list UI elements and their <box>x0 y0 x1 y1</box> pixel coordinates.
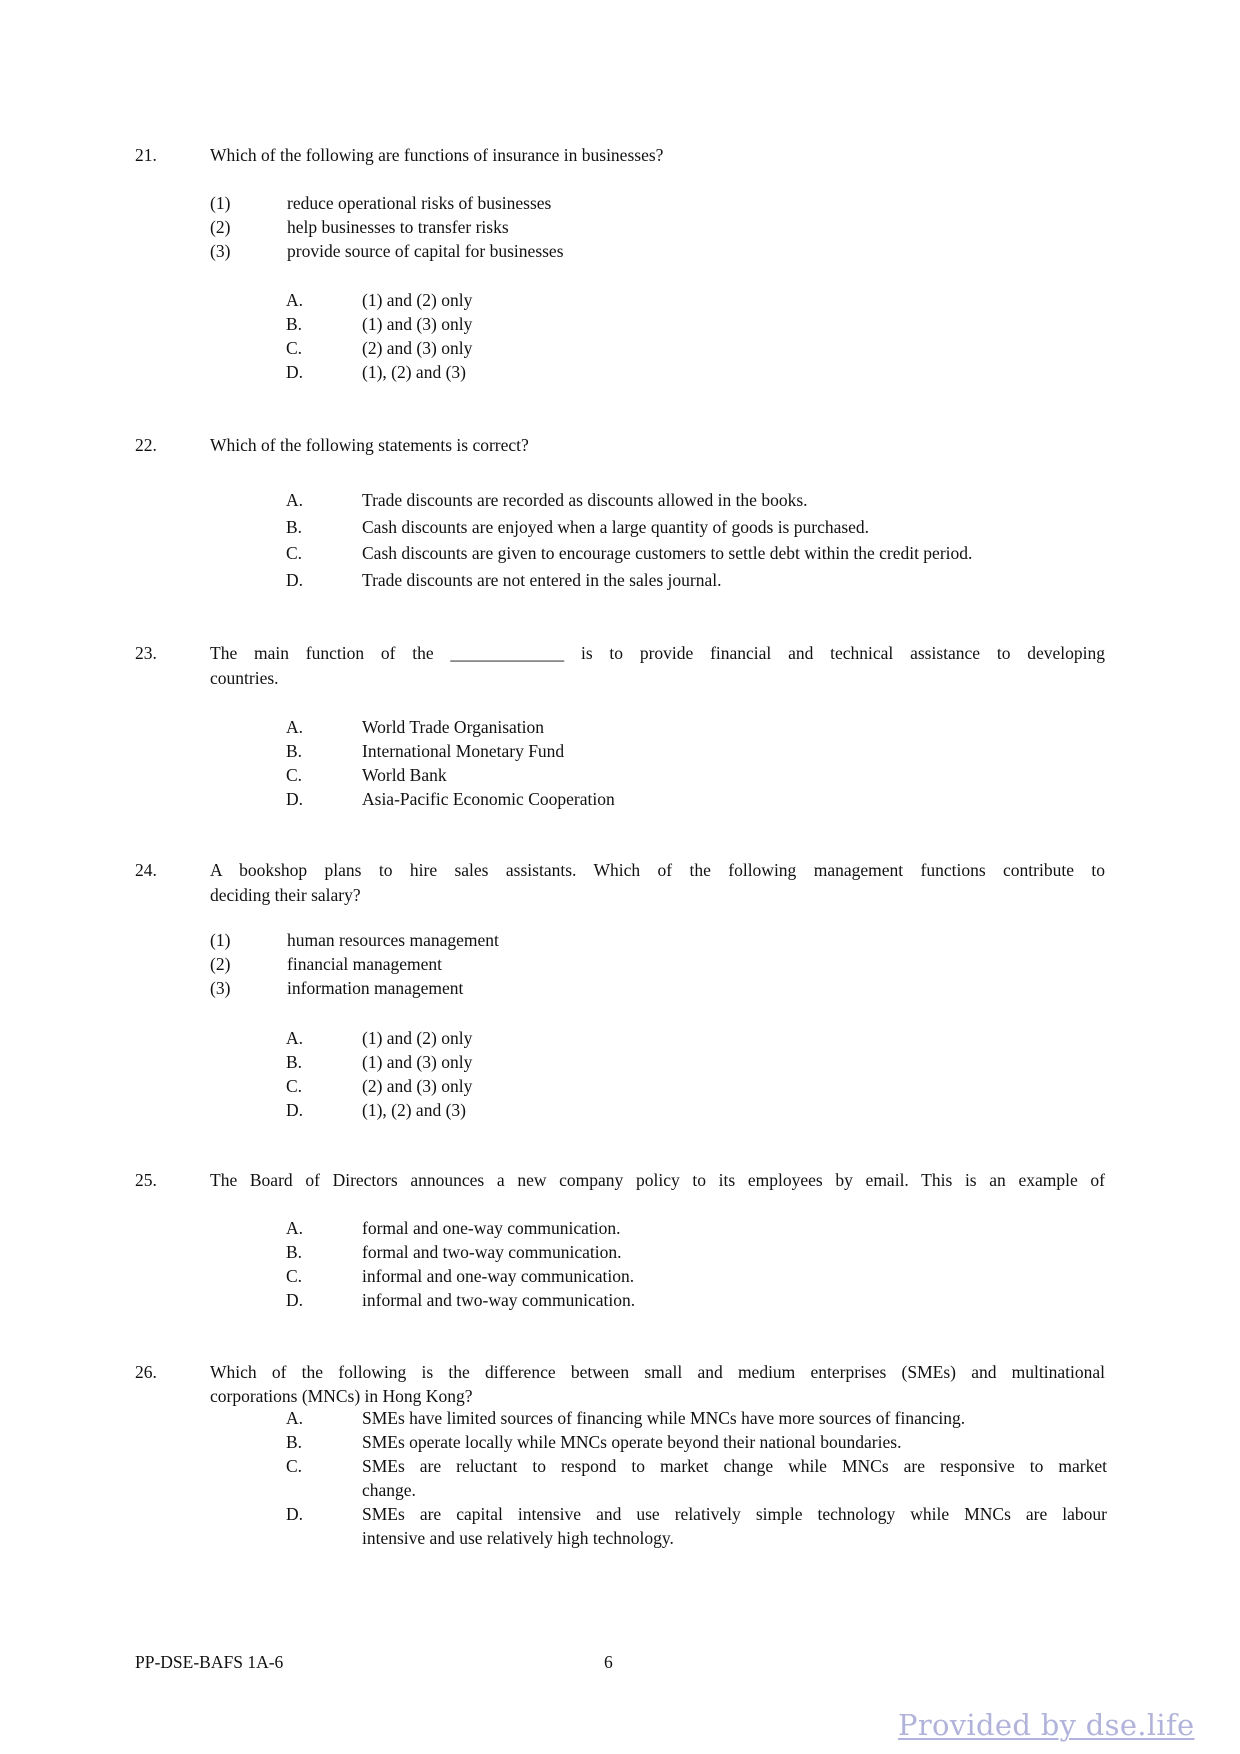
option-letter-a: A. <box>286 1028 304 1048</box>
option-letter-c: C. <box>286 765 303 785</box>
option-text-a: (1) and (2) only <box>362 1028 473 1048</box>
question-number: 23. <box>135 643 157 663</box>
question-text: A bookshop plans to hire sales assistants. Which of the following management functions contribute to <box>210 860 1105 880</box>
footer-paper-code: PP-DSE-BAFS 1A-6 <box>135 1652 284 1672</box>
option-text-d: informal and two-way communication. <box>362 1290 636 1310</box>
statement-number: (1) <box>210 193 231 213</box>
question-text-cont: deciding their salary? <box>210 885 361 905</box>
option-letter-a: A. <box>286 290 304 310</box>
question-text-cont: countries. <box>210 668 279 688</box>
option-text-b: International Monetary Fund <box>362 741 565 761</box>
question-number: 25. <box>135 1170 157 1190</box>
option-text-a: (1) and (2) only <box>362 290 473 310</box>
option-text-a: formal and one-way communication. <box>362 1218 621 1238</box>
option-letter-c: C. <box>286 338 303 358</box>
option-letter-b: B. <box>286 1052 303 1072</box>
option-letter-b: B. <box>286 1432 303 1452</box>
option-letter-a: A. <box>286 490 304 510</box>
option-text-d: Trade discounts are not entered in the sales journal. <box>362 570 722 590</box>
option-text-c: (2) and (3) only <box>362 1076 473 1096</box>
question-text: Which of the following is the difference between small and medium enterprises (SMEs) and multinational <box>210 1362 1105 1382</box>
option-text-d: Asia-Pacific Economic Cooperation <box>362 789 615 809</box>
option-letter-d: D. <box>286 570 304 590</box>
option-letter-a: A. <box>286 1408 304 1428</box>
statement-text: provide source of capital for businesses <box>287 241 564 261</box>
option-text-a: World Trade Organisation <box>362 717 545 737</box>
option-text-c: SMEs are reluctant to respond to market change while MNCs are responsive to market <box>362 1456 1107 1476</box>
statement-text: information management <box>287 978 464 998</box>
option-text-a: SMEs have limited sources of financing while MNCs have more sources of financing. <box>362 1408 966 1428</box>
question-number: 22. <box>135 435 157 455</box>
option-text-d: (1), (2) and (3) <box>362 1100 466 1120</box>
statement-number: (2) <box>210 954 231 974</box>
statement-number: (3) <box>210 978 231 998</box>
page-number: 6 <box>604 1652 613 1672</box>
option-letter-b: B. <box>286 741 303 761</box>
option-text-b: (1) and (3) only <box>362 1052 473 1072</box>
option-text-d: (1), (2) and (3) <box>362 362 466 382</box>
option-letter-d: D. <box>286 1100 304 1120</box>
question-text-cont: corporations (MNCs) in Hong Kong? <box>210 1386 473 1406</box>
option-text-c: (2) and (3) only <box>362 338 473 358</box>
option-text-a: Trade discounts are recorded as discounts allowed in the books. <box>362 490 808 510</box>
watermark-link[interactable]: Provided by dse.life <box>898 1708 1195 1742</box>
option-letter-d: D. <box>286 362 304 382</box>
option-letter-d: D. <box>286 789 304 809</box>
option-letter-c: C. <box>286 543 303 563</box>
statement-text: human resources management <box>287 930 499 950</box>
option-letter-b: B. <box>286 517 303 537</box>
statement-number: (1) <box>210 930 231 950</box>
option-text-d-cont: intensive and use relatively high technology. <box>362 1528 674 1548</box>
question-number: 26. <box>135 1362 157 1382</box>
statement-text: reduce operational risks of businesses <box>287 193 552 213</box>
option-text-b: SMEs operate locally while MNCs operate beyond their national boundaries. <box>362 1432 902 1452</box>
option-text-c: informal and one-way communication. <box>362 1266 635 1286</box>
question-number: 24. <box>135 860 157 880</box>
question-text: The Board of Directors announces a new company policy to its employees by email. This is an example of <box>210 1170 1105 1190</box>
option-text-c: World Bank <box>362 765 447 785</box>
question-text: Which of the following statements is correct? <box>210 435 529 455</box>
option-text-c-cont: change. <box>362 1480 416 1500</box>
statement-text: help businesses to transfer risks <box>287 217 509 237</box>
option-letter-d: D. <box>286 1290 304 1310</box>
option-letter-d: D. <box>286 1504 304 1524</box>
question-text: The main function of the _____________ is to provide financial and technical assistance to developing <box>210 643 1105 663</box>
option-text-d: SMEs are capital intensive and use relatively simple technology while MNCs are labour <box>362 1504 1107 1524</box>
question-text: Which of the following are functions of insurance in businesses? <box>210 145 664 165</box>
option-letter-b: B. <box>286 1242 303 1262</box>
question-number: 21. <box>135 145 157 165</box>
option-letter-b: B. <box>286 314 303 334</box>
option-letter-c: C. <box>286 1456 303 1476</box>
option-letter-c: C. <box>286 1076 303 1096</box>
statement-number: (2) <box>210 217 231 237</box>
option-letter-a: A. <box>286 717 304 737</box>
option-text-c: Cash discounts are given to encourage customers to settle debt within the credit period. <box>362 543 973 563</box>
statement-number: (3) <box>210 241 231 261</box>
statement-text: financial management <box>287 954 442 974</box>
option-text-b: (1) and (3) only <box>362 314 473 334</box>
option-text-b: formal and two-way communication. <box>362 1242 622 1262</box>
option-letter-a: A. <box>286 1218 304 1238</box>
option-letter-c: C. <box>286 1266 303 1286</box>
option-text-b: Cash discounts are enjoyed when a large quantity of goods is purchased. <box>362 517 870 537</box>
